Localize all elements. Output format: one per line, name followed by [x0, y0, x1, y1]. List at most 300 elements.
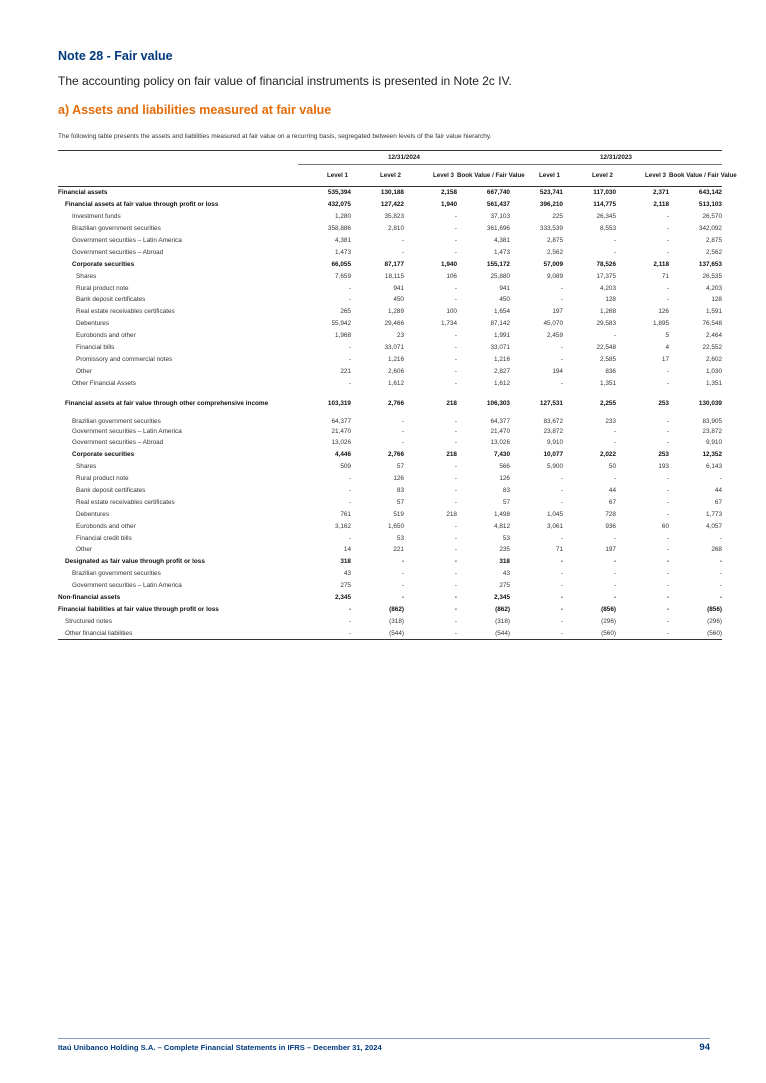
cell-value: 4,812 — [494, 522, 510, 530]
cell-value: - — [454, 225, 457, 233]
cell-value: 7,659 — [335, 272, 351, 280]
cell-value: 114,775 — [593, 201, 616, 209]
cell-value: 9,910 — [706, 439, 722, 447]
cell-value: - — [454, 498, 457, 506]
cell-value: - — [613, 248, 616, 256]
cell-value: 358,886 — [327, 225, 351, 233]
cell-value: 2,766 — [388, 451, 404, 459]
cell-value: 4,381 — [494, 237, 510, 244]
column-header-row — [58, 165, 722, 187]
cell-value: 253 — [658, 400, 669, 408]
cell-value: 2,345 — [335, 594, 351, 602]
cell-value: 137,653 — [698, 260, 722, 268]
table-row — [58, 282, 722, 294]
cell-value: - — [613, 534, 616, 542]
cell-value: (318) — [495, 617, 510, 625]
col-level1-2023: Level 1 — [510, 165, 563, 187]
cell-value: 1,216 — [494, 355, 510, 363]
cell-value: 1,030 — [706, 367, 722, 375]
cell-value: 509 — [340, 463, 351, 471]
cell-value: (560) — [563, 627, 616, 639]
row-label: Structured notes — [65, 617, 112, 625]
cell-value: 2,371 — [653, 189, 669, 197]
cell-value: 218 — [446, 400, 457, 408]
cell-value: 53 — [396, 534, 404, 542]
cell-value: - — [348, 534, 351, 542]
cell-value: - — [560, 534, 563, 542]
cell-value: - — [560, 284, 563, 292]
cell-value: 1,940 — [441, 260, 457, 268]
cell-value: 2,827 — [494, 367, 510, 375]
cell-value: 2,118 — [653, 260, 669, 268]
cell-value: 936 — [605, 522, 616, 530]
cell-value: 33,071 — [384, 344, 404, 352]
table-body — [58, 187, 722, 640]
cell-value: 22,552 — [702, 344, 722, 352]
row-label: Other Financial Assets — [72, 379, 136, 387]
cell-value: 4,446 — [335, 451, 351, 459]
cell-value: 253 — [658, 451, 669, 459]
cell-value: 2,562 — [547, 248, 563, 256]
cell-value: 318 — [340, 558, 351, 566]
table-row — [58, 199, 722, 211]
cell-value: - — [510, 627, 563, 639]
row-label: Bank deposit certificates — [76, 487, 146, 495]
cell-value: - — [666, 284, 669, 292]
cell-value: - — [454, 463, 457, 471]
row-label: Other financial liabilities — [58, 627, 298, 639]
table-row — [58, 437, 722, 449]
cell-value: 728 — [605, 510, 616, 518]
note-title: Note 28 - Fair value — [58, 49, 173, 63]
cell-value: 836 — [605, 367, 616, 375]
cell-value: 44 — [714, 487, 722, 495]
cell-value: 17,375 — [596, 272, 616, 280]
cell-value: - — [454, 605, 457, 613]
row-label: Financial assets at fair value through profit or loss — [65, 201, 219, 209]
cell-value: - — [454, 296, 457, 304]
cell-value: 2,459 — [547, 332, 563, 340]
cell-value: 2,875 — [547, 237, 563, 244]
col-level2-2023: Level 2 — [563, 165, 616, 187]
table-row — [58, 615, 722, 627]
table-row — [58, 568, 722, 580]
row-label: Investment funds — [72, 213, 121, 221]
cell-value: - — [666, 379, 669, 387]
cell-value: 23,872 — [702, 427, 722, 435]
cell-value: - — [454, 418, 457, 426]
cell-value: 103,319 — [327, 400, 351, 408]
cell-value: 396,210 — [539, 201, 563, 209]
cell-value: 57 — [396, 498, 404, 506]
table-row — [58, 211, 722, 223]
cell-value: - — [613, 439, 616, 447]
cell-value: (560) — [669, 627, 722, 639]
cell-value: 130,039 — [698, 400, 722, 408]
cell-value: - — [348, 487, 351, 495]
cell-value: - — [560, 296, 563, 304]
cell-value: 221 — [340, 367, 351, 375]
table-row — [58, 604, 722, 616]
cell-value: - — [348, 296, 351, 304]
cell-value: - — [454, 237, 457, 244]
cell-value: 127,531 — [539, 400, 563, 408]
cell-value: - — [454, 546, 457, 554]
cell-value: 5 — [665, 332, 669, 340]
row-label: Bank deposit certificates — [76, 296, 146, 304]
cell-value: 2,766 — [388, 400, 404, 408]
cell-value: 43 — [502, 570, 510, 578]
cell-value: 1,268 — [600, 308, 616, 316]
cell-value: 561,437 — [486, 201, 510, 209]
row-label: Debentures — [76, 320, 110, 328]
cell-value: 18,115 — [384, 272, 404, 280]
cell-value: 1,591 — [706, 308, 722, 316]
table-row — [58, 389, 722, 407]
table-row — [58, 496, 722, 508]
cell-value: 57 — [396, 463, 404, 471]
col-level3-2023: Level 3 — [616, 165, 669, 187]
row-label: Financial assets at fair value through other comprehensive income — [65, 400, 269, 408]
row-label: Government securities – Latin America — [72, 582, 182, 590]
cell-value: - — [298, 627, 351, 639]
cell-value: - — [454, 248, 457, 256]
cell-value: 100 — [446, 308, 457, 316]
cell-value: - — [401, 439, 404, 447]
cell-value: - — [454, 439, 457, 447]
cell-value: 2,345 — [494, 594, 510, 602]
cell-value: - — [560, 582, 563, 590]
cell-value: 23 — [396, 332, 404, 340]
cell-value: 106,303 — [486, 400, 510, 408]
cell-value: - — [560, 475, 563, 483]
cell-value: - — [560, 379, 563, 387]
cell-value: 268 — [711, 546, 722, 554]
cell-value: 2,562 — [706, 248, 722, 256]
row-label: Other — [76, 546, 92, 554]
cell-value: 83,672 — [543, 418, 563, 426]
cell-value: - — [666, 558, 669, 566]
cell-value: 1,280 — [335, 213, 351, 221]
cell-value: 1,654 — [494, 308, 510, 316]
table-row — [58, 342, 722, 354]
cell-value: 126 — [393, 475, 404, 483]
cell-value: 523,741 — [539, 189, 563, 197]
cell-value: 1,940 — [441, 201, 457, 209]
cell-value: 14 — [343, 546, 351, 554]
row-label: Debentures — [76, 510, 110, 518]
cell-value: 941 — [499, 284, 510, 292]
period-2024: 12/31/2024 — [298, 151, 510, 165]
cell-value: - — [719, 475, 722, 483]
cell-value: 71 — [555, 546, 563, 554]
cell-value: - — [666, 605, 669, 613]
cell-value: - — [666, 367, 669, 375]
cell-value: 1,289 — [388, 308, 404, 316]
table-row — [58, 377, 722, 389]
cell-value: 12,352 — [702, 451, 722, 459]
cell-value: 2,464 — [706, 332, 722, 340]
cell-value: - — [401, 582, 404, 590]
cell-value: - — [719, 582, 722, 590]
cell-value: 1,650 — [388, 522, 404, 530]
col-level2-2024: Level 2 — [351, 165, 404, 187]
cell-value: - — [454, 617, 457, 625]
cell-value: - — [666, 534, 669, 542]
cell-value: - — [719, 534, 722, 542]
table-row — [58, 449, 722, 461]
cell-value: 450 — [393, 296, 404, 304]
cell-value: 2,810 — [388, 225, 404, 233]
cell-value: 50 — [608, 463, 616, 471]
cell-value: - — [666, 439, 669, 447]
cell-value: 1,216 — [388, 355, 404, 363]
cell-value: - — [613, 594, 616, 602]
cell-value: - — [454, 522, 457, 530]
cell-value: - — [454, 344, 457, 352]
cell-value: - — [401, 427, 404, 435]
cell-value: 566 — [499, 463, 510, 471]
table-row — [58, 246, 722, 258]
cell-value: - — [348, 617, 351, 625]
cell-value: 126 — [499, 475, 510, 483]
table-row — [58, 294, 722, 306]
cell-value: 17 — [661, 355, 669, 363]
cell-value: 44 — [608, 487, 616, 495]
cell-value: 126 — [658, 308, 669, 316]
cell-value: 64,377 — [331, 418, 351, 426]
cell-value: 235 — [499, 546, 510, 554]
cell-value: 275 — [340, 582, 351, 590]
cell-value: - — [666, 418, 669, 426]
cell-value: - — [348, 498, 351, 506]
cell-value: 2,158 — [441, 189, 457, 197]
table-row — [58, 425, 722, 437]
row-label: Brazilian government securities — [72, 225, 161, 233]
cell-value: - — [560, 594, 563, 602]
cell-value: 13,026 — [490, 439, 510, 447]
cell-value: 26,345 — [596, 213, 616, 221]
cell-value: - — [613, 237, 616, 244]
cell-value: 57 — [502, 498, 510, 506]
cell-value: 26,570 — [702, 213, 722, 221]
cell-value: 66,055 — [331, 260, 351, 268]
table-row — [58, 258, 722, 270]
cell-value: 35,823 — [384, 213, 404, 221]
table-row — [58, 365, 722, 377]
row-label: Financial credit bills — [76, 534, 132, 542]
cell-value: 25,880 — [490, 272, 510, 280]
cell-value: - — [613, 332, 616, 340]
cell-value: 7,430 — [494, 451, 510, 459]
cell-value: - — [719, 594, 722, 602]
cell-value: 450 — [499, 296, 510, 304]
cell-value: 22,548 — [596, 344, 616, 352]
row-label: Non-financial assets — [58, 594, 121, 602]
row-label: Brazilian government securities — [72, 570, 161, 578]
cell-value: - — [348, 379, 351, 387]
cell-value: 2,875 — [706, 237, 722, 244]
cell-value: 128 — [711, 296, 722, 304]
cell-value: 233 — [605, 418, 616, 426]
cell-value: - — [454, 475, 457, 483]
intro-text: The following table presents the assets and liabilities measured at fair value on a recurring basis, segregated between levels of the fair value hierarchy. — [58, 133, 492, 140]
cell-value: 1,773 — [706, 510, 722, 518]
col-book-value-2023: Book Value / Fair Value — [669, 165, 722, 187]
row-label: Shares — [76, 463, 97, 471]
cell-value: - — [560, 570, 563, 578]
cell-value: 33,071 — [490, 344, 510, 352]
cell-value: - — [454, 558, 457, 566]
cell-value: 130,188 — [380, 189, 404, 197]
cell-value: 4,203 — [706, 284, 722, 292]
cell-value: - — [348, 605, 351, 613]
cell-value: 1,612 — [388, 379, 404, 387]
period-header-row — [58, 151, 722, 165]
cell-value: (856) — [707, 605, 722, 613]
table-row — [58, 461, 722, 473]
cell-value: 318 — [499, 558, 510, 566]
cell-value: (544) — [457, 627, 510, 639]
cell-value: 221 — [393, 546, 404, 554]
cell-value: - — [613, 582, 616, 590]
cell-value: - — [401, 594, 404, 602]
cell-value: 1,351 — [706, 379, 722, 387]
table-row — [58, 235, 722, 247]
cell-value: (862) — [495, 605, 510, 613]
cell-value: - — [666, 475, 669, 483]
table-row — [58, 318, 722, 330]
cell-value: 60 — [661, 522, 669, 530]
footer-text: Itaú Unibanco Holding S.A. – Complete Financial Statements in IFRS – December 31, 2024 — [58, 1043, 382, 1052]
cell-value: (856) — [601, 605, 616, 613]
cell-value: 13,026 — [331, 439, 351, 447]
table-row — [58, 330, 722, 342]
cell-value: 10,077 — [543, 451, 563, 459]
cell-value: 57,009 — [543, 260, 563, 268]
cell-value: - — [454, 427, 457, 435]
row-label: Financial liabilities at fair value through profit or loss — [58, 605, 219, 613]
cell-value: - — [348, 284, 351, 292]
cell-value: - — [666, 487, 669, 495]
cell-value: 67 — [608, 498, 616, 506]
cell-value: - — [613, 570, 616, 578]
cell-value: (862) — [389, 605, 404, 613]
cell-value: - — [454, 332, 457, 340]
cell-value: - — [401, 248, 404, 256]
cell-value: 4,057 — [706, 522, 722, 530]
table-row — [58, 485, 722, 497]
cell-value: 193 — [658, 463, 669, 471]
cell-value: 43 — [343, 570, 351, 578]
cell-value: - — [348, 475, 351, 483]
cell-value: 4,203 — [600, 284, 616, 292]
cell-value: 1,045 — [547, 510, 563, 518]
cell-value: - — [454, 487, 457, 495]
row-label: Government securities – Abroad — [72, 248, 164, 256]
cell-value: 1,895 — [653, 320, 669, 328]
cell-value: - — [560, 617, 563, 625]
cell-value: 1,734 — [441, 320, 457, 328]
cell-value: 67 — [714, 498, 722, 506]
cell-value: - — [454, 570, 457, 578]
table-row — [58, 508, 722, 520]
cell-value: - — [454, 534, 457, 542]
page-number: 94 — [699, 1042, 710, 1053]
table-row — [58, 473, 722, 485]
table-row — [58, 306, 722, 318]
cell-value: - — [666, 546, 669, 554]
cell-value: 218 — [446, 451, 457, 459]
cell-value: 87,177 — [384, 260, 404, 268]
cell-value: - — [454, 367, 457, 375]
cell-value: - — [613, 558, 616, 566]
cell-value: - — [613, 427, 616, 435]
table-row — [58, 223, 722, 235]
cell-value: 265 — [340, 308, 351, 316]
cell-value: - — [401, 558, 404, 566]
cell-value: - — [560, 344, 563, 352]
cell-value: (296) — [707, 617, 722, 625]
cell-value: 2,022 — [600, 451, 616, 459]
cell-value: 1,473 — [494, 248, 510, 256]
row-label: Real estate receivables certificates — [76, 308, 175, 316]
cell-value: 9,910 — [547, 439, 563, 447]
cell-value: - — [454, 582, 457, 590]
cell-value: - — [719, 570, 722, 578]
cell-value: 55,942 — [331, 320, 351, 328]
cell-value: - — [454, 284, 457, 292]
row-label: Other — [76, 367, 92, 375]
cell-value: - — [560, 558, 563, 566]
row-label: Financial bills — [76, 344, 115, 352]
cell-value: - — [454, 355, 457, 363]
cell-value: 87,142 — [490, 320, 510, 328]
cell-value: 432,075 — [327, 201, 351, 209]
cell-value: 21,470 — [490, 427, 510, 435]
cell-value: 76,548 — [702, 320, 722, 328]
cell-value: 4 — [665, 344, 669, 352]
cell-value: - — [666, 498, 669, 506]
cell-value: 333,539 — [539, 225, 563, 233]
cell-value: 9,089 — [547, 272, 563, 280]
row-label: Promissory and commercial notes — [76, 355, 173, 363]
cell-value: 4,381 — [335, 237, 351, 244]
cell-value: - — [401, 570, 404, 578]
cell-value: 3,061 — [547, 522, 563, 530]
table-row — [58, 556, 722, 568]
cell-value: 2,602 — [706, 355, 722, 363]
row-label: Corporate securities — [72, 451, 135, 459]
cell-value: - — [560, 605, 563, 613]
policy-text: The accounting policy on fair value of financial instruments is presented in Note 2c IV. — [58, 74, 512, 88]
cell-value: (296) — [601, 617, 616, 625]
cell-value: 1,968 — [335, 332, 351, 340]
cell-value: (544) — [351, 627, 404, 639]
cell-value: 1,473 — [335, 248, 351, 256]
cell-value: 1,498 — [494, 510, 510, 518]
cell-value: 1,612 — [494, 379, 510, 387]
cell-value: 2,118 — [653, 201, 669, 209]
cell-value: - — [616, 627, 669, 639]
cell-value: 71 — [661, 272, 669, 280]
cell-value: - — [666, 213, 669, 221]
row-label: Government securities – Abroad — [72, 439, 164, 447]
cell-value: 106 — [446, 272, 457, 280]
cell-value: - — [454, 213, 457, 221]
row-label: Designated as fair value through profit or loss — [65, 558, 205, 566]
cell-value: - — [666, 510, 669, 518]
